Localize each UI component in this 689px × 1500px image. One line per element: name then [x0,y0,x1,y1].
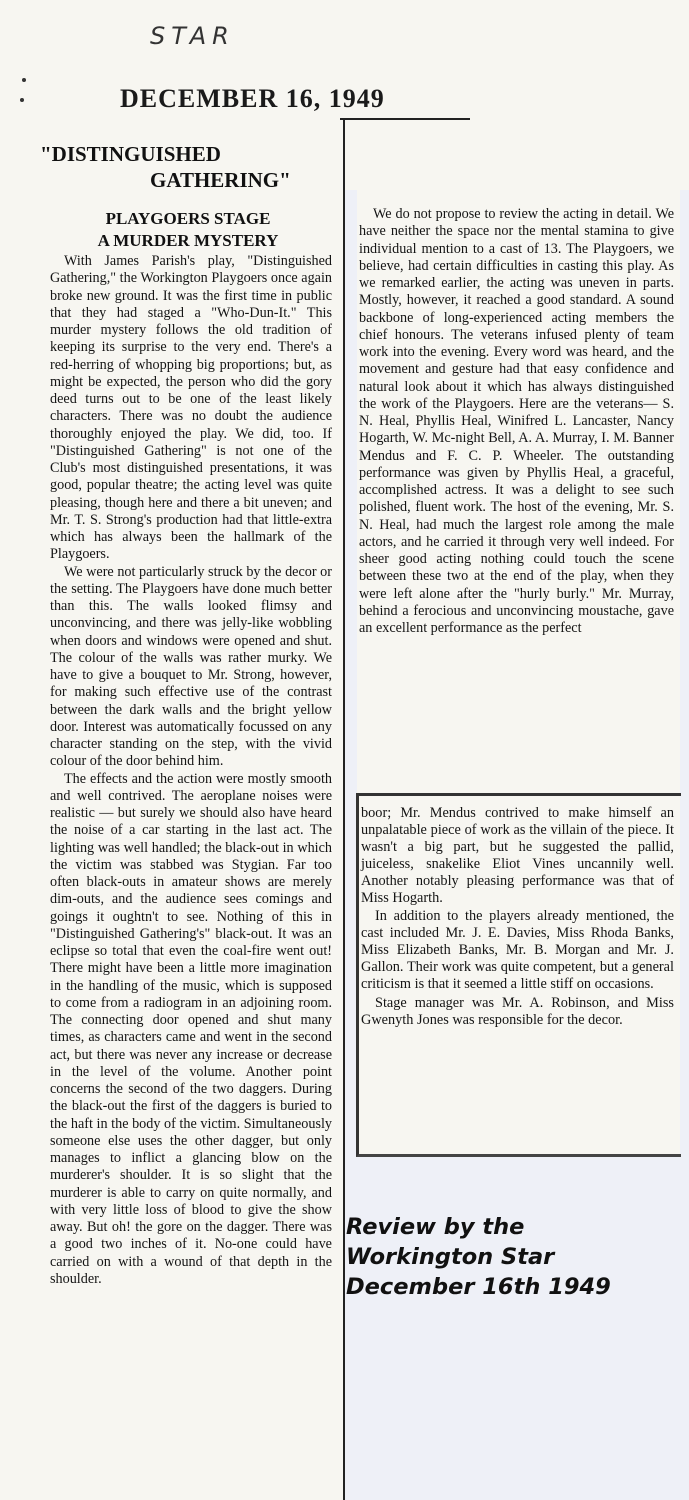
paragraph: Stage manager was Mr. A. Robinson, and Miss Gwenyth Jones was responsible for the decor. [361,994,674,1028]
article-column-2 [359,206,674,637]
headline-line-2: GATHERING" [150,168,291,192]
caption-line-1: Review by the [346,1214,525,1240]
headline [40,141,330,193]
header-rule [340,118,470,120]
headline-line-1: "DISTINGUISHED [40,142,221,166]
speck [22,78,26,82]
caption [346,1212,676,1302]
paragraph: We were not particularly struck by the decor or the setting. The Playgoers have done much better than this. The walls looked flimsy and unconvincing, and there was jelly-like wobbling when doors and windows were opened and shut. The colour of the walls was rather murky. We have to give a bouquet to Mr. Strong, however, for making such effective use of the contrast between the dark walls and the bright yellow door. Interest was automatically focussed on any character standing on the step, with the vivid colour of the door behind him. [50,563,332,770]
speck [20,98,24,102]
paragraph: In addition to the players already mentioned, the cast included Mr. J. E. Davies, Miss Rhoda Banks, Miss Elizabeth Banks, Mr. B. Morgan and Mr. J. Gallon. Their work was quite competent, but a general criticism is that it seemed a little stiff on occasions. [361,908,674,993]
column-rule [343,120,345,1500]
subhead-line-2: A MURDER MYSTERY [97,231,279,250]
handwritten-note: STAR [150,22,235,50]
clipping-top-paper [344,0,689,190]
caption-line-3: December 16th 1949 [346,1274,611,1300]
paragraph: boor; Mr. Mendus contrived to make himself an unpalatable piece of work as the villain of the piece. It wasn't a big part, but he suggested the pallid, juiceless, snakelike Eliot Vines uncannily well. Another notably pleasing performance was that of Miss Hogarth. [361,805,674,906]
article-column-3 [361,805,674,1031]
paragraph: The effects and the action were mostly smooth and well contrived. The aeroplane noises were realistic — but surely we should also have heard the noise of a car starting in the last act. The lighting was well handled; the black-out in which the victim was stabbed was Stygian. Far too often black-outs in amateur shows are merely dim-outs, and the audience sees comings and goings it oughtn't to see. Nothing of this in "Distinguished Gathering's" black-out. It was an eclipse so total that even the coal-fire went out! There might have been a little more imagination in the handling of the music, which is supposed to come from a radiogram in an adjoining room. The connecting door opened and shut many times, as characters came and went in the second act, but there was never any increase or decrease in the level of the volume. Another point concerns the second of the two daggers. During the black-out the first of the daggers is buried to the haft in the body of the victim. Simultaneously someone else uses the other dagger, but only manages to inflict a glancing blow on the murderer's shoulder. It is so slight that the murderer is able to carry on quite normally, and with very little loss of blood to give the show away. But oh! the gore on the dagger. There was a good two inches of it. No-one could have carried on with a wound of that depth in the shoulder. [50,770,332,1287]
paragraph: With James Parish's play, "Distinguished Gathering," the Workington Playgoers once again broke new ground. It was the first time in public that they had staged a "Who-Dun-It." This murder mystery follows the old tradition of keeping its surprise to the very end. There's a red-herring of whopping big proportions; but, as might be expected, the person who did the gory deed turns out to be one of the least likely characters. There was no doubt the audience thoroughly enjoyed the play. We did, too. If "Distinguished Gathering" is not one of the Club's most distinguished presentations, it was good, popular theatre; the acting level was quite pleasing, though here and there a bit uneven; and Mr. T. S. Strong's production had that little-extra which has always been the hallmark of the Playgoers. [50,253,332,563]
dateline: DECEMBER 16, 1949 [120,84,385,113]
caption-line-2: Workington Star [346,1244,555,1270]
subheadline [48,208,328,252]
paragraph: We do not propose to review the acting in detail. We have neither the space nor the mental stamina to give individual mention to a cast of 13. The Playgoers, we believe, had certain difficulties in casting this play. As we remarked earlier, the acting was uneven in parts. Mostly, however, it reached a good standard. A sound backbone of long-experienced acting members the chief honours. The veterans infused plenty of team work into the evening. Every word was heard, and the movement and gesture had that easy confidence and natural look about it which has always distinguished the work of the Playgoers. Here are the veterans— S. N. Heal, Phyllis Heal, Winifred L. Lancaster, Nancy Hogarth, W. Mc-night Bell, A. A. Murray, I. M. Banner Mendus and F. C. P. Wheeler. The outstanding performance was given by Phyllis Heal, a graceful, accomplished actress. It was a delight to see such polished, fluent work. The host of the evening, Mr. S. N. Heal, had much the largest role among the male actors, and he carried it through very well indeed. For sheer good acting nothing could touch the scene between these two at the end of the play, when they were left alone after the "hurly burly." Mr. Murray, behind a ferocious and unconvincing moustache, gave an excellent performance as the perfect [359,206,674,636]
article-column-1 [50,253,332,1288]
subhead-line-1: PLAYGOERS STAGE [105,209,271,228]
